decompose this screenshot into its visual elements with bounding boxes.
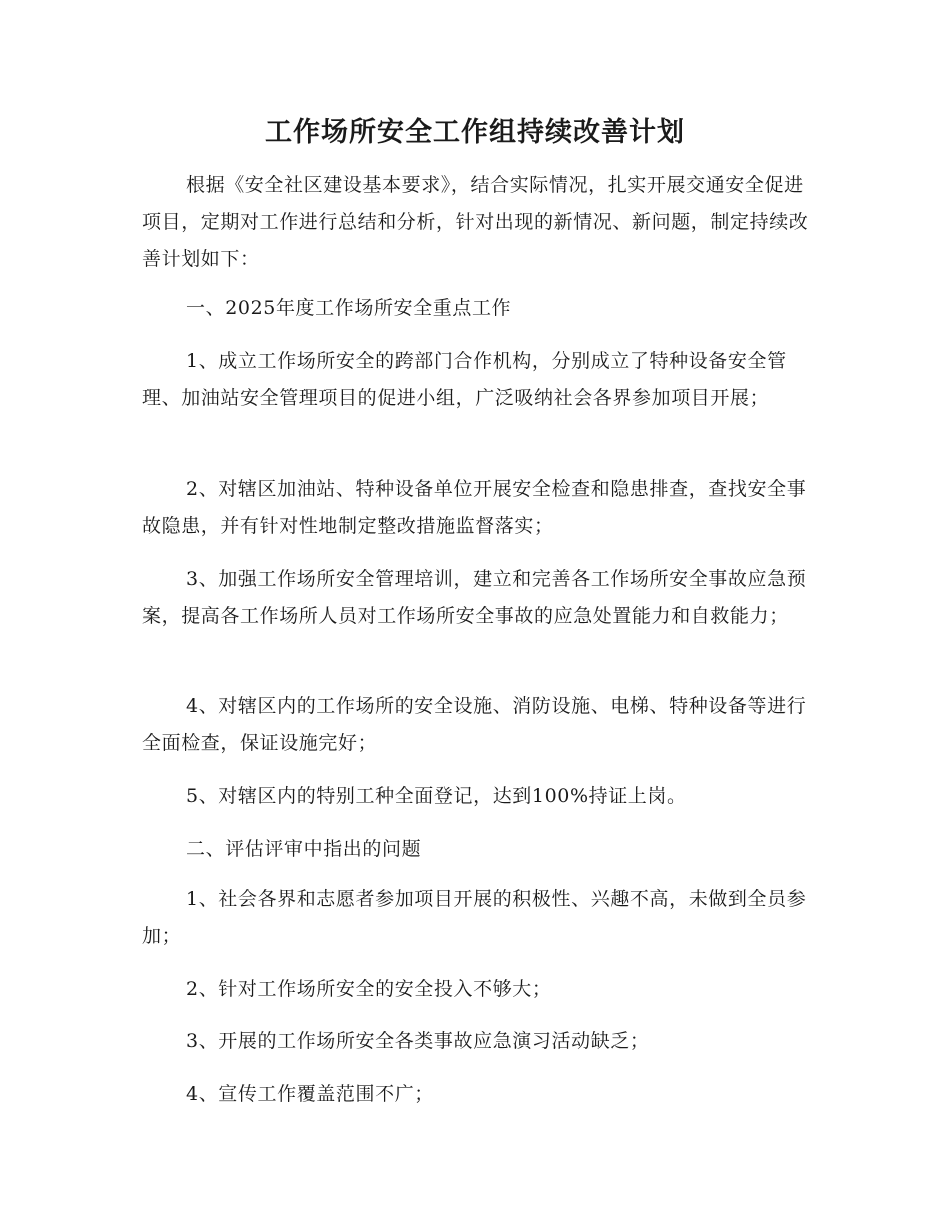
list-item: 4、宣传工作覆盖范围不广； [186,1083,434,1105]
intro-paragraph: 根据《安全社区建设基本要求》，结合实际情况，扎实开展交通安全促进项目，定期对工作进行总结和分析，针对出现的新情况、新问题，制定持续改善计划如下： [142,174,809,270]
list-item: 4、对辖区内的工作场所的安全设施、消防设施、电梯、特种设备等进行全面检查，保证设施完好； [142,695,807,754]
list-item: 5、对辖区内的特别工种全面登记，达到100%持证上岗。 [186,785,687,807]
list-item: 3、开展的工作场所安全各类事故应急演习活动缺乏； [186,1030,650,1052]
list-item: 3、加强工作场所安全管理培训，建立和完善各工作场所安全事故应急预案，提高各工作场所人员对工作场所安全事故的应急处置能力和自救能力； [142,568,807,627]
section-heading-1: 一、2025年度工作场所安全重点工作 [186,297,512,319]
list-item: 1、社会各界和志愿者参加项目开展的积极性、兴趣不高，未做到全员参加； [142,888,807,947]
document-title: 工作场所安全工作组持续改善计划 [265,117,685,148]
section-heading-2: 二、评估评审中指出的问题 [186,838,422,860]
list-item: 2、针对工作场所安全的安全投入不够大； [186,978,552,1000]
list-item: 2、对辖区加油站、特种设备单位开展安全检查和隐患排查，查找安全事故隐患，并有针对性地制定整改措施监督落实； [142,478,807,537]
list-item: 1、成立工作场所安全的跨部门合作机构，分别成立了特种设备安全管理、加油站安全管理项目的促进小组，广泛吸纳社会各界参加项目开展； [142,350,787,409]
